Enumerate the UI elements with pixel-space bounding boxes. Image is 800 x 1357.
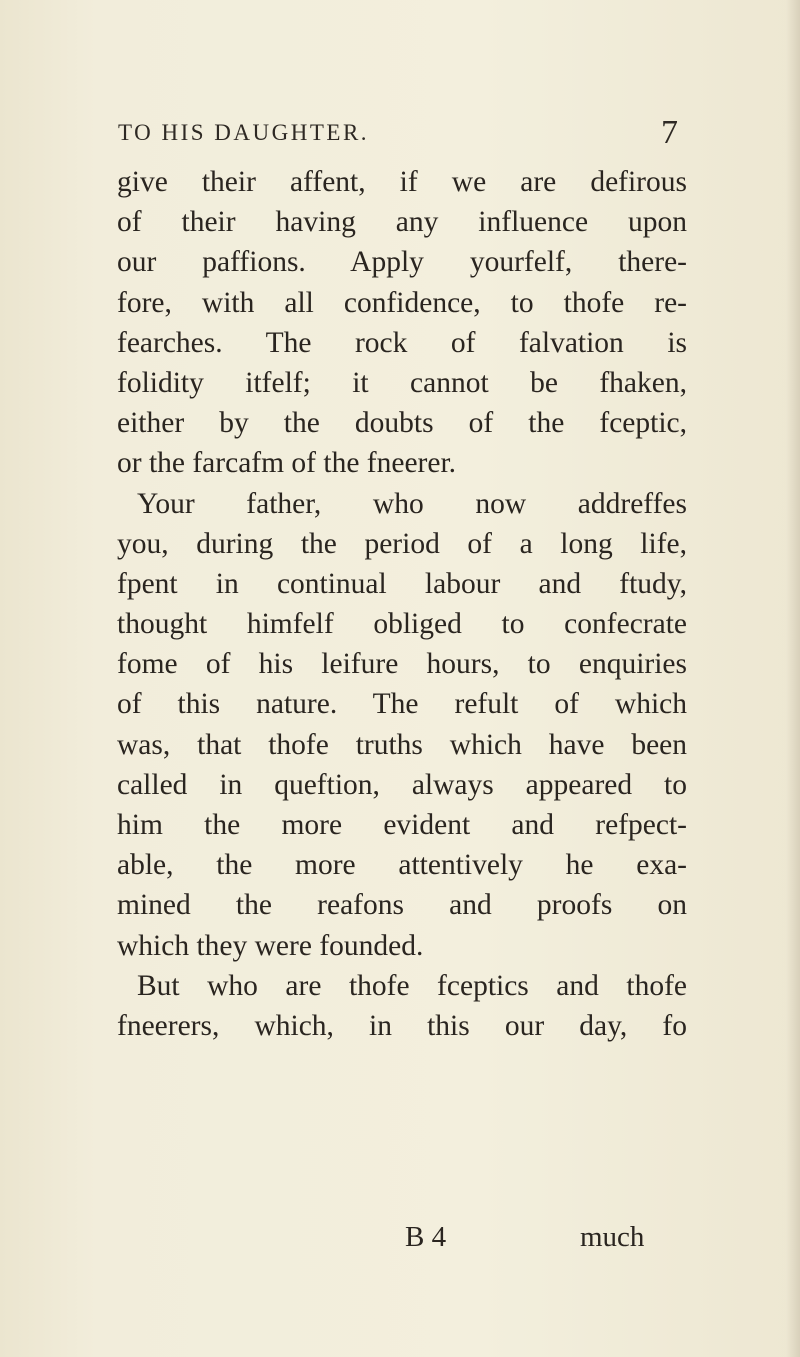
text-line: thought himfelf obliged to confecrate xyxy=(117,608,687,641)
page-header xyxy=(118,114,678,158)
text-line: fome of his leifure hours, to enquiries xyxy=(117,648,687,681)
body-text xyxy=(117,162,687,1046)
catchword: much xyxy=(580,1221,645,1253)
text-line: Your father, who now addreffes xyxy=(137,487,687,520)
text-line: fneerers, which, in this our day, fo xyxy=(117,1009,687,1042)
text-line: of this nature. The refult of which xyxy=(117,688,687,721)
text-line: which they were founded. xyxy=(117,929,424,962)
text-line: give their affent, if we are defirous xyxy=(117,166,687,198)
text-line: But who are thofe fceptics and thofe xyxy=(137,969,687,1002)
text-line: of their having any influence upon xyxy=(117,206,687,239)
text-line: called in queftion, always appeared to xyxy=(117,768,687,801)
text-line: him the more evident and refpect- xyxy=(117,809,687,841)
signature-mark: B 4 xyxy=(405,1221,447,1253)
text-line: folidity itfelf; it cannot be fhaken, xyxy=(117,366,687,399)
text-line: either by the doubts of the fceptic, xyxy=(117,407,687,440)
running-head: TO HIS DAUGHTER. xyxy=(118,120,370,145)
page-edge-shadow xyxy=(786,0,800,1357)
text-line: our paffions. Apply yourfelf, there- xyxy=(117,246,687,279)
text-line: fearches. The rock of falvation is xyxy=(117,326,687,359)
text-line: or the farcafm of the fneerer. xyxy=(117,447,457,480)
text-line: able, the more attentively he exa- xyxy=(117,849,687,882)
text-line: fpent in continual labour and ftudy, xyxy=(117,567,687,600)
text-line: was, that thofe truths which have been xyxy=(117,728,687,761)
text-line: mined the reafons and proofs on xyxy=(117,889,687,922)
page-number: 7 xyxy=(661,114,678,151)
page-footer xyxy=(0,1215,800,1259)
text-line: you, during the period of a long life, xyxy=(117,527,687,560)
text-line: fore, with all confidence, to thofe re- xyxy=(117,286,687,319)
